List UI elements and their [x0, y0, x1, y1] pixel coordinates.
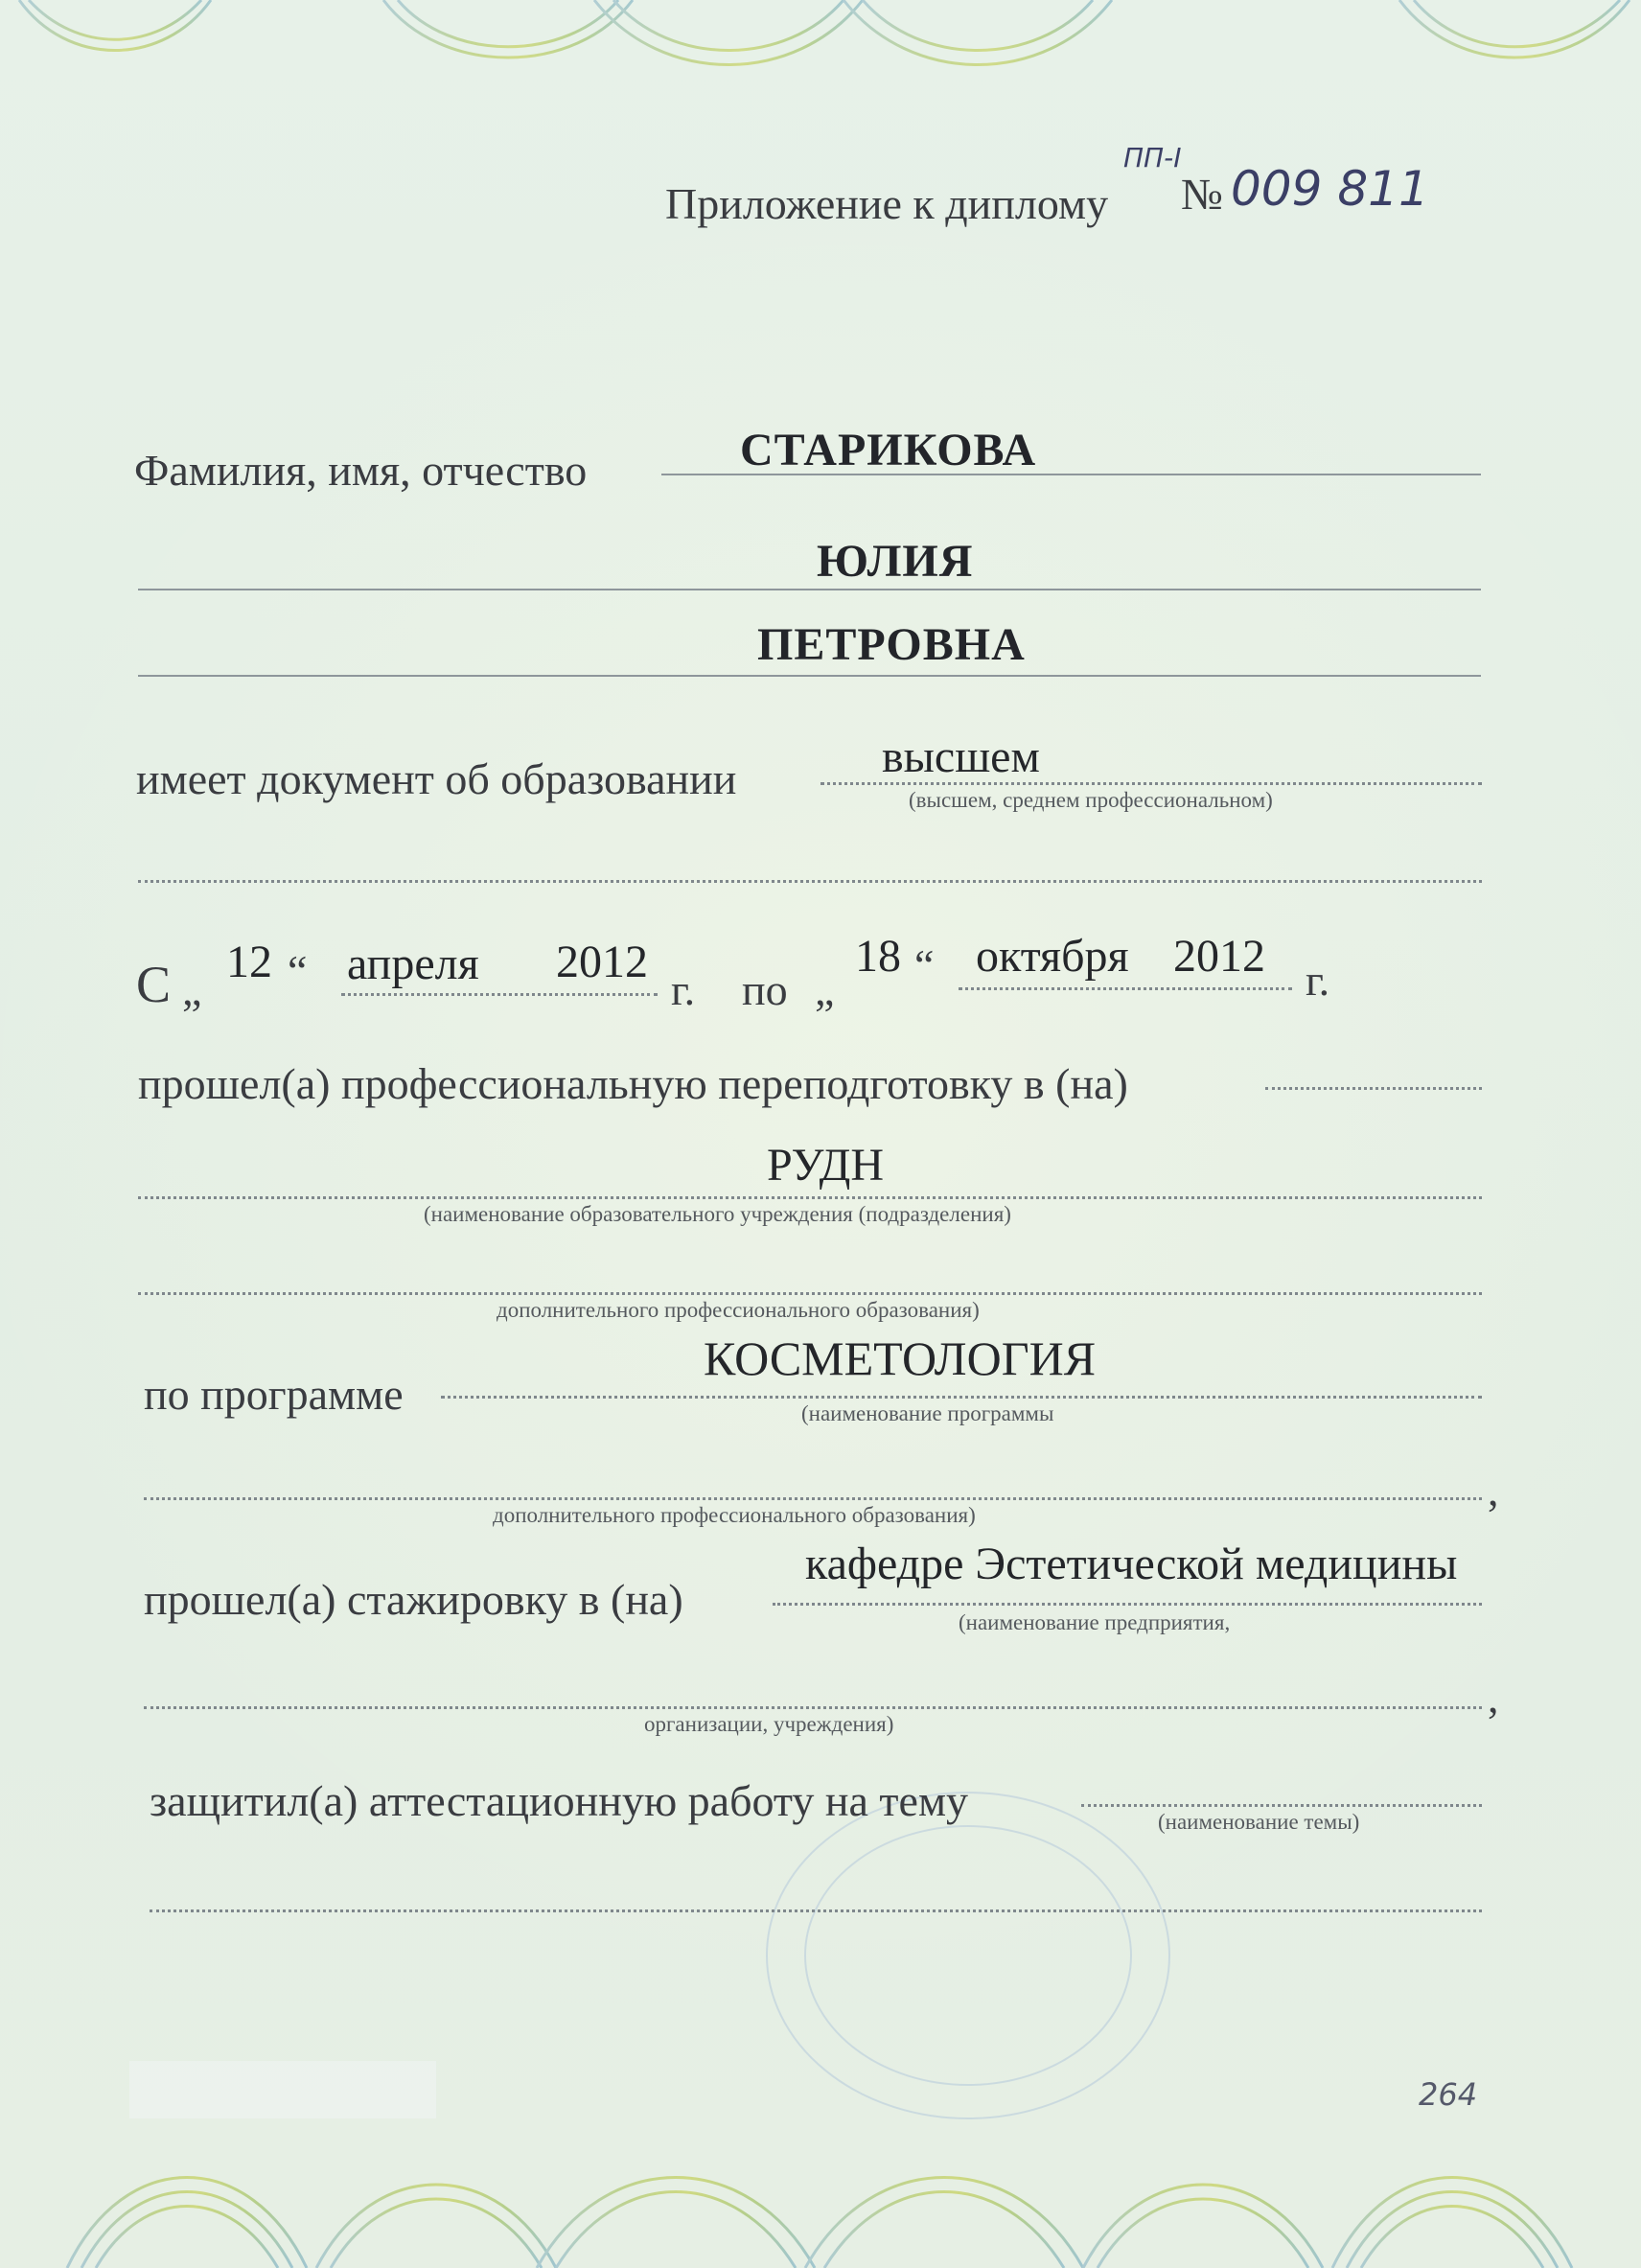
- internship-comma: ,: [1488, 1673, 1499, 1722]
- retraining-hint-2: дополнительного профессионального образования): [497, 1298, 980, 1322]
- program-comma: ,: [1488, 1466, 1499, 1515]
- internship-label: прошел(а) стажировку в (на): [144, 1575, 683, 1624]
- from-year: 2012: [556, 937, 648, 987]
- retraining-institution: РУДН: [767, 1140, 885, 1191]
- supplement-title: Приложение к диплому: [665, 179, 1109, 228]
- retraining-label: прошел(а) профессиональную переподготовку в (на): [138, 1059, 1128, 1108]
- education-hint: (высшем, среднем профессиональном): [909, 788, 1273, 812]
- education-value: высшем: [882, 731, 1040, 782]
- retraining-hint-1: (наименование образовательного учреждения (подразделения): [424, 1202, 1011, 1226]
- to-year-suffix: г.: [1306, 956, 1330, 1005]
- patronymic-value: ПЕТРОВНА: [757, 619, 1026, 670]
- program-value: КОСМЕТОЛОГИЯ: [704, 1331, 1097, 1385]
- open-quote-2: „: [815, 965, 835, 1014]
- period-to-word: по: [742, 965, 788, 1014]
- from-year-suffix: г.: [671, 965, 696, 1014]
- internship-value: кафедре Эстетической медицины: [805, 1539, 1458, 1589]
- internship-hint-1: (наименование предприятия,: [959, 1610, 1231, 1634]
- diploma-series: ПП-I: [1123, 142, 1182, 174]
- to-month: октября: [976, 931, 1129, 982]
- diploma-number: 009 811: [1231, 161, 1429, 217]
- internship-hint-2: организации, учреждения): [644, 1712, 894, 1736]
- period-from-prefix: С: [136, 956, 172, 1013]
- program-hint-1: (наименование программы: [801, 1401, 1054, 1425]
- surname-value: СТАРИКОВА: [740, 425, 1037, 475]
- thesis-label: защитил(а) аттестационную работу на тему: [150, 1776, 969, 1825]
- close-quote-1: “: [288, 946, 308, 995]
- program-label: по программе: [144, 1370, 404, 1419]
- page-number: 264: [1419, 2076, 1478, 2113]
- program-hint-2: дополнительного профессионального образования): [493, 1503, 976, 1527]
- close-quote-2: “: [914, 940, 935, 989]
- from-month: апреля: [347, 938, 479, 989]
- fio-label: Фамилия, имя, отчество: [134, 446, 588, 495]
- name-value: ЮЛИЯ: [817, 536, 974, 587]
- redacted-area: [129, 2061, 436, 2118]
- to-year: 2012: [1173, 931, 1265, 982]
- number-sign: №: [1181, 170, 1223, 219]
- open-quote-1: „: [182, 965, 202, 1014]
- education-label: имеет документ об образовании: [136, 754, 737, 803]
- to-day: 18: [855, 931, 901, 982]
- from-day: 12: [226, 937, 272, 987]
- thesis-hint: (наименование темы): [1158, 1810, 1360, 1834]
